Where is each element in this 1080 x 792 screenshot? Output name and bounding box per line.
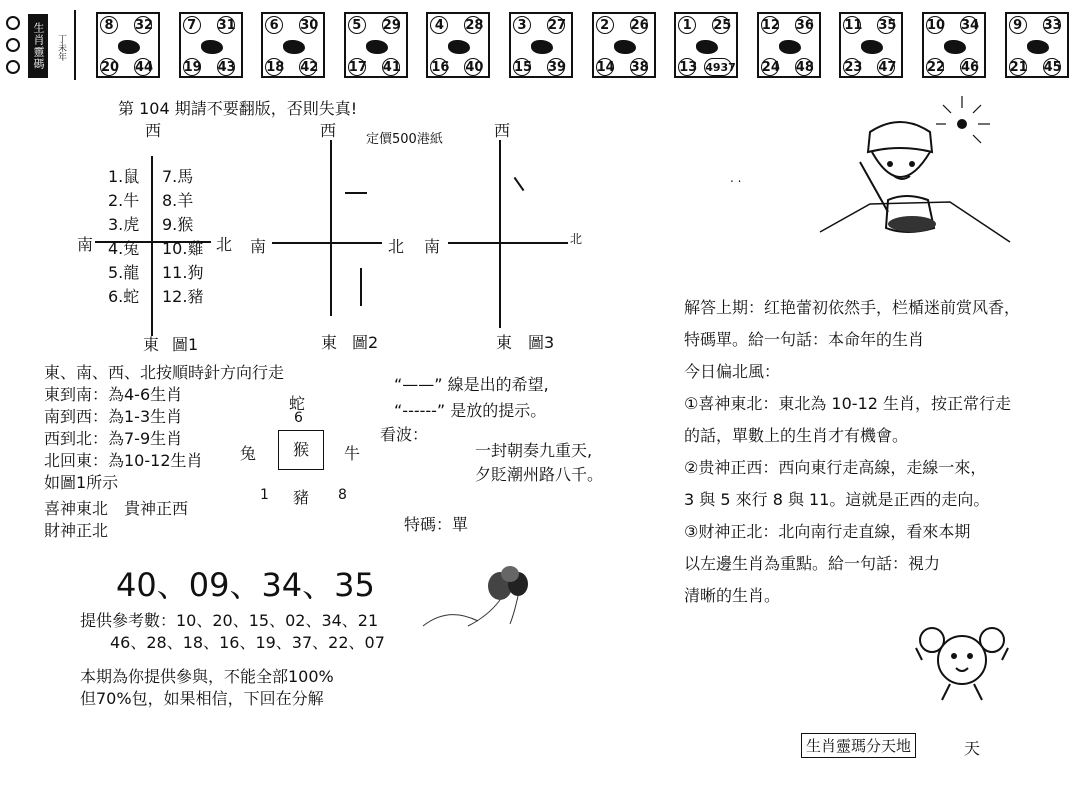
cell-number-bottom-right: 39 <box>548 60 567 75</box>
analysis-line: ③财神正北：北向南行走直線，看來本期 <box>684 522 971 541</box>
cell-number-bottom-right: 4937 <box>704 58 732 76</box>
rule-line: 東到南：為4-6生肖 <box>44 385 183 404</box>
fig3-west-label: 西 <box>494 121 511 140</box>
fig2-south-label: 南 <box>250 237 267 256</box>
zodiac-number-cell <box>1005 12 1069 78</box>
cell-number-bottom-left: 22 <box>927 60 946 75</box>
cross-bottom-right-num: 8 <box>338 487 347 503</box>
zodiac-number-cell <box>96 12 160 78</box>
cell-number-top-right: 33 <box>1043 18 1062 33</box>
binder-hole <box>6 60 20 74</box>
zodiac-item: 7.馬 <box>162 167 194 186</box>
cell-number-top-left: 8 <box>100 16 118 34</box>
cell-number-bottom-left: 13 <box>679 60 698 75</box>
cell-number-bottom-left: 17 <box>348 60 367 75</box>
cell-number-bottom-left: 21 <box>1009 60 1028 75</box>
price-note: 定價500港紙 <box>366 132 443 147</box>
cell-number-top-left: 3 <box>513 16 531 34</box>
cell-number-top-left: 7 <box>183 16 201 34</box>
fig1-east-label: 東 <box>143 335 160 354</box>
zodiac-animal-icon <box>448 40 470 54</box>
year-label: 丁未年 <box>56 33 66 61</box>
zodiac-number-cell <box>839 12 903 78</box>
cell-number-top-right: 32 <box>135 18 154 33</box>
fig3-east-label: 東 <box>496 333 513 352</box>
cell-number-bottom-right: 42 <box>300 60 319 75</box>
fig3-vertical-axis <box>499 140 501 328</box>
analysis-line: 以左邊生肖為重點。給一句話：視力 <box>684 554 941 573</box>
fig1-caption: 圖1 <box>172 335 199 354</box>
fig1-south-label: 南 <box>77 235 94 254</box>
zodiac-item: 11.狗 <box>162 263 204 282</box>
zodiac-number-cell <box>426 12 490 78</box>
zodiac-animal-icon <box>1027 40 1049 54</box>
cell-number-bottom-left: 23 <box>844 60 863 75</box>
fig1-west-label: 西 <box>145 121 162 140</box>
zodiac-number-cell <box>757 12 821 78</box>
main-numbers: 40、09、34、35 <box>116 566 375 604</box>
gods-line-2: 財神正北 <box>44 521 109 540</box>
cross-left: 兔 <box>240 444 257 463</box>
zodiac-animal-icon <box>366 40 388 54</box>
cell-number-top-right: 25 <box>713 18 732 33</box>
cell-number-top-right: 36 <box>795 18 814 33</box>
fig2-north-label: 北 <box>388 237 405 256</box>
fig3-south-label: 南 <box>424 237 441 256</box>
zodiac-animal-icon <box>201 40 223 54</box>
zodiac-number-cell <box>179 12 243 78</box>
zodiac-number-cell <box>344 12 408 78</box>
analysis-line: ①喜神東北：東北為 10-12 生肖，按正常行走 <box>684 394 1012 413</box>
balloon-illustration <box>418 566 558 636</box>
fig1-north-label: 北 <box>216 235 233 254</box>
legend-dashed: “------” 是放的提示。 <box>394 401 547 420</box>
cell-number-top-right: 26 <box>630 18 649 33</box>
analysis-line: 3 與 5 來行 8 與 11。這就是正西的走向。 <box>684 490 990 509</box>
zodiac-list-left <box>108 165 139 309</box>
zodiac-item: 6.蛇 <box>108 287 140 306</box>
analysis-line: 解答上期：红艳蕾初依然手，栏楯迷前赏风香， <box>684 298 1021 317</box>
cell-number-bottom-right: 41 <box>382 60 401 75</box>
watch-label: 看波： <box>380 425 429 444</box>
cell-number-bottom-right: 47 <box>878 60 897 75</box>
rule-line: 西到北：為7-9生肖 <box>44 429 183 448</box>
cell-number-top-right: 35 <box>878 18 897 33</box>
cell-number-top-right: 27 <box>548 18 567 33</box>
cell-number-top-left: 5 <box>348 16 366 34</box>
cell-number-bottom-right: 43 <box>217 60 236 75</box>
zodiac-animal-icon <box>118 40 140 54</box>
issue-notice: 第 104 期請不要翻版，否則失真! <box>118 99 358 118</box>
zodiac-animal-icon <box>861 40 883 54</box>
svg-text:. .: . . <box>730 171 742 185</box>
zodiac-number-cell <box>922 12 986 78</box>
analysis-line: 特碼單。給一句話：本命年的生肖 <box>684 330 925 349</box>
zodiac-item: 5.龍 <box>108 263 140 282</box>
fig3-diagonal-hint <box>514 177 525 191</box>
cell-number-bottom-right: 44 <box>135 60 154 75</box>
zodiac-animal-icon <box>696 40 718 54</box>
rule-line: 如圖1所示 <box>44 473 119 492</box>
footer-box-label: 生肖靈瑪分天地 <box>801 733 916 758</box>
cross-top: 蛇 <box>289 394 306 413</box>
reference-line-2: 46、28、18、16、19、37、22、07 <box>110 633 385 652</box>
cell-number-bottom-left: 24 <box>761 60 780 75</box>
cell-number-bottom-right: 45 <box>1043 60 1062 75</box>
cell-number-top-left: 2 <box>596 16 614 34</box>
fig2-vertical-hint <box>360 268 362 306</box>
cell-number-top-right: 28 <box>465 18 484 33</box>
fig1-vertical-axis <box>151 156 153 336</box>
rule-line: 北回東：為10-12生肖 <box>44 451 203 470</box>
fig2-solid-hint <box>345 192 367 194</box>
brand-label: 生肖靈碼 <box>28 14 48 78</box>
cell-number-top-left: 12 <box>761 18 780 33</box>
disclaimer-line-1: 本期為你提供參與，不能全部100% <box>80 667 334 686</box>
fig3-north-label: 北 <box>570 232 583 246</box>
cell-number-top-right: 34 <box>961 18 980 33</box>
tiger-chef-illustration <box>730 92 1030 252</box>
reference-line-1: 提供參考數：10、20、15、02、34、21 <box>80 611 379 630</box>
cell-number-top-left: 9 <box>1009 16 1027 34</box>
binder-hole <box>6 38 20 52</box>
analysis-line: ②贵神正西：西向東行走高線，走線一來， <box>684 458 987 477</box>
zodiac-animal-icon <box>614 40 636 54</box>
analysis-line: 清晰的生肖。 <box>684 586 781 605</box>
cross-bottom: 豬 <box>293 488 310 507</box>
fig2-vertical-axis <box>330 140 332 316</box>
poem-line-1: 一封朝奏九重天, <box>475 441 593 460</box>
zodiac-item: 10.雞 <box>162 239 204 258</box>
zodiac-item: 8.羊 <box>162 191 194 210</box>
cell-number-bottom-right: 38 <box>630 60 649 75</box>
cell-number-bottom-right: 40 <box>465 60 484 75</box>
cell-number-top-left: 11 <box>844 18 863 33</box>
special-code: 特碼：單 <box>404 515 469 534</box>
cell-number-bottom-left: 16 <box>431 60 450 75</box>
rules-intro: 東、南、西、北按順時針方向行走 <box>44 363 285 382</box>
cell-number-top-right: 30 <box>300 18 319 33</box>
legend-solid: “——” 線是出的希望, <box>394 375 549 394</box>
footer-after-label: 天 <box>964 739 981 758</box>
gods-line-1: 喜神東北 貴神正西 <box>44 499 189 518</box>
cell-number-top-left: 6 <box>265 16 283 34</box>
rule-line: 南到西：為1-3生肖 <box>44 407 183 426</box>
cross-center-box: 猴 <box>278 430 324 470</box>
zodiac-number-cell <box>509 12 573 78</box>
cell-number-bottom-left: 18 <box>266 60 285 75</box>
zodiac-animal-icon <box>531 40 553 54</box>
fig3-horizontal-axis <box>448 242 568 244</box>
zodiac-number-cell <box>592 12 656 78</box>
zodiac-item: 2.牛 <box>108 191 140 210</box>
header-strip <box>0 0 1080 90</box>
cell-number-top-left: 10 <box>927 18 946 33</box>
zodiac-animal-icon <box>283 40 305 54</box>
cell-number-bottom-left: 15 <box>514 60 533 75</box>
zodiac-item: 4.兔 <box>108 239 140 258</box>
zodiac-number-cell <box>674 12 738 78</box>
fig2-east-label: 東 <box>321 333 338 352</box>
fig2-horizontal-axis <box>272 242 382 244</box>
cell-number-top-right: 29 <box>382 18 401 33</box>
disclaimer-line-2: 但70%包，如果相信，下回在分解 <box>80 689 324 708</box>
poem-line-2: 夕貶潮州路八千。 <box>475 465 604 484</box>
cell-number-bottom-right: 48 <box>795 60 814 75</box>
zodiac-item: 3.虎 <box>108 215 140 234</box>
cell-number-top-right: 31 <box>217 18 236 33</box>
fig3-caption: 圖3 <box>528 333 555 352</box>
cross-top-num: 6 <box>294 410 303 426</box>
fig2-west-label: 西 <box>320 121 337 140</box>
analysis-line: 的話，單數上的生肖才有機會。 <box>684 426 909 445</box>
cross-bottom-left-num: 1 <box>260 487 269 503</box>
cell-number-bottom-right: 46 <box>961 60 980 75</box>
cell-number-top-left: 4 <box>430 16 448 34</box>
zodiac-list-right <box>162 165 203 309</box>
cell-number-top-left: 1 <box>678 16 696 34</box>
rules-list <box>44 384 203 494</box>
cross-right: 牛 <box>344 444 361 463</box>
cell-number-bottom-left: 14 <box>596 60 615 75</box>
binder-hole <box>6 16 20 30</box>
cell-number-bottom-left: 20 <box>101 60 120 75</box>
mouse-illustration <box>912 620 1012 710</box>
zodiac-animal-icon <box>779 40 801 54</box>
analysis-line: 今日偏北風： <box>684 362 781 381</box>
fig2-caption: 圖2 <box>352 333 379 352</box>
divider <box>74 10 76 80</box>
zodiac-item: 12.豬 <box>162 287 204 306</box>
zodiac-number-cell <box>261 12 325 78</box>
zodiac-animal-icon <box>944 40 966 54</box>
right-column <box>684 292 1020 612</box>
zodiac-item: 9.猴 <box>162 215 194 234</box>
zodiac-item: 1.鼠 <box>108 167 140 186</box>
cell-number-bottom-left: 19 <box>183 60 202 75</box>
